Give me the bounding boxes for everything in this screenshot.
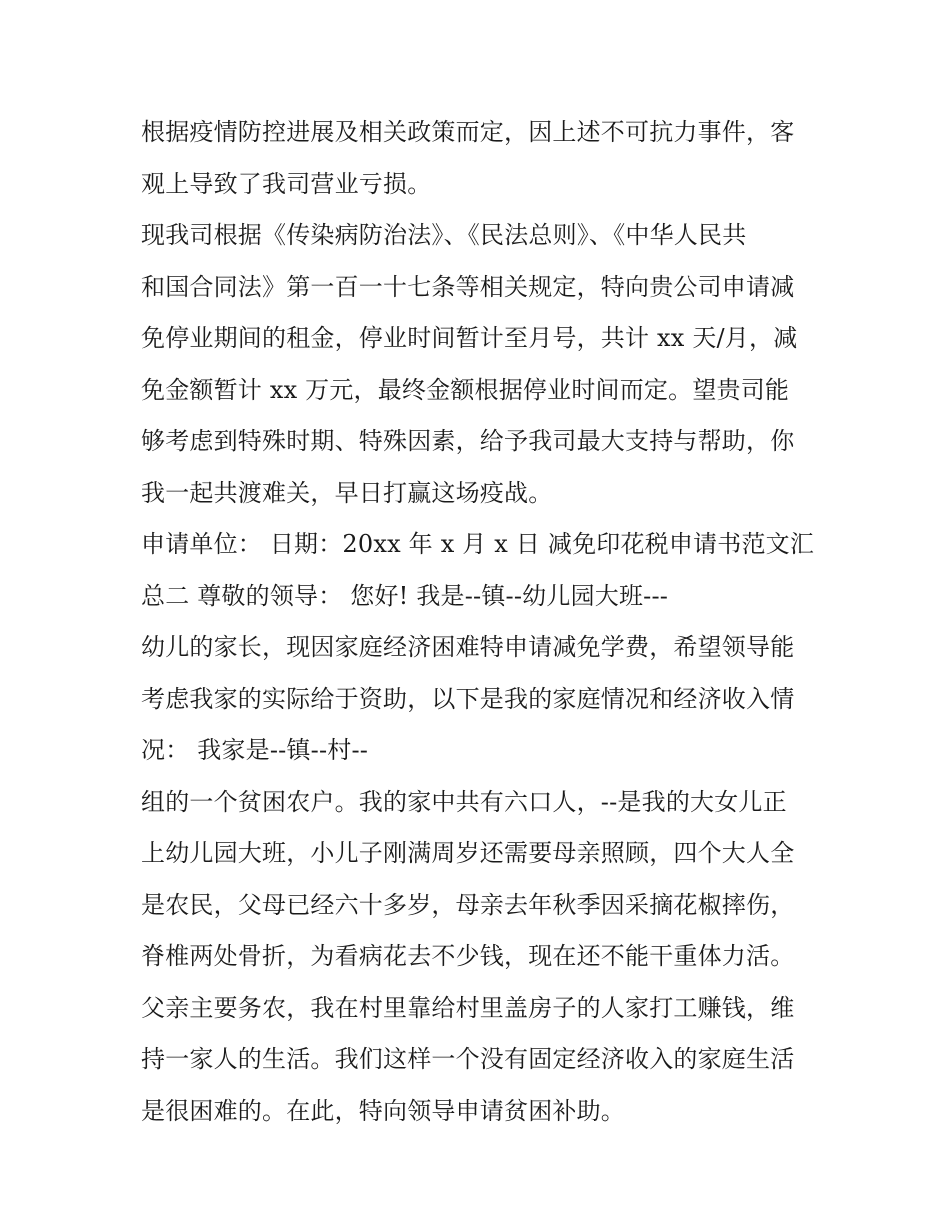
- text-line: 观上导致了我司营业亏损。: [141, 169, 432, 198]
- text-line: 和国合同法》第一百一十七条等相关规定，特向贵公司申请减: [141, 272, 795, 301]
- text-line: 上幼儿园大班，小儿子刚满周岁还需要母亲照顾，四个大人全: [141, 839, 795, 867]
- text-line: 免停业期间的租金，停业时间暂计至月号，共计 xx 天/月，减: [141, 324, 798, 352]
- text-line: 是农民，父母已经六十多岁，母亲去年秋季因采摘花椒摔伤，: [141, 890, 795, 919]
- text-line: 父亲主要务农，我在村里靠给村里盖房子的人家打工赚钱，维: [141, 993, 795, 1022]
- text-line: 现我司根据《传染病防治法》、《民法总则》、《中华人民共: [141, 221, 747, 249]
- document-body: [141, 107, 821, 1137]
- text-line: 持一家人的生活。我们这样一个没有固定经济收入的家庭生活: [141, 1045, 795, 1073]
- text-line: 况： 我家是--镇--村--: [141, 736, 369, 764]
- text-line: 总二 尊敬的领导： 您好! 我是--镇--幼儿园大班---: [141, 581, 669, 610]
- text-line: 是很困难的。在此，特向领导申请贫困补助。: [141, 1096, 625, 1125]
- text-line: 免金额暂计 xx 万元，最终金额根据停业时间而定。望贵司能: [141, 375, 790, 404]
- text-line: 我一起共渡难关，早日打赢这场疫战。: [141, 478, 553, 507]
- text-line: 根据疫情防控进展及相关政策而定，因上述不可抗力事件，客: [141, 118, 795, 146]
- text-line: 组的一个贫困农户。我的家中共有六口人，--是我的大女儿正: [141, 787, 787, 816]
- text-line: 幼儿的家长，现因家庭经济困难特申请减免学费，希望领导能: [141, 633, 795, 661]
- text-line: 脊椎两处骨折，为看病花去不少钱，现在还不能干重体力活。: [141, 942, 795, 970]
- text-line: 考虑我家的实际给于资助，以下是我的家庭情况和经济收入情: [141, 684, 795, 713]
- text-line: 够考虑到特殊时期、特殊因素，给予我司最大支持与帮助，你: [141, 427, 795, 455]
- text-line: 申请单位： 日期：20xx 年 x 月 x 日 减免印花税申请书范文汇: [141, 530, 815, 558]
